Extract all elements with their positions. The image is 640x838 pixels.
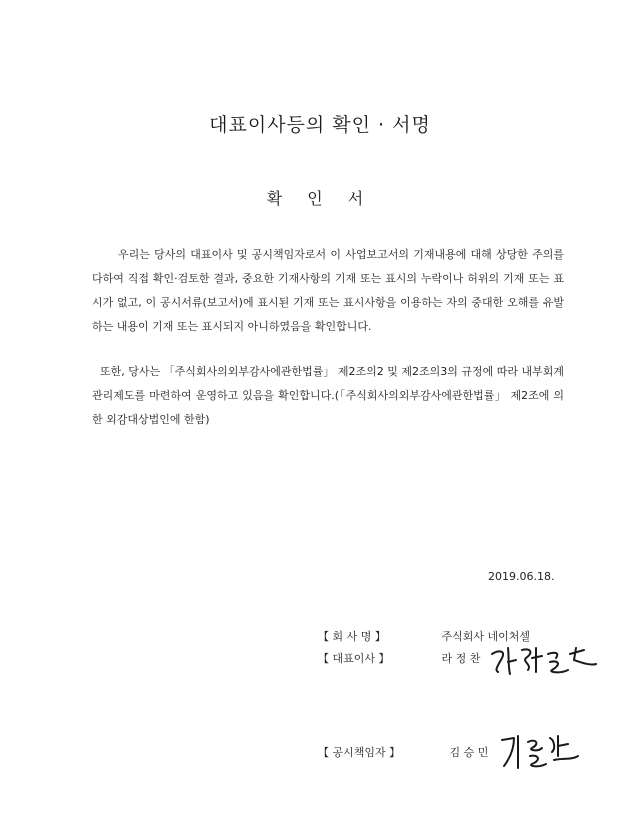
ceo-label: 【 대표이사 】 <box>318 652 390 665</box>
officer-label: 【 공시책임자 】 <box>318 746 401 759</box>
confirmation-paragraph: 우리는 당사의 대표이사 및 공시책임자로서 이 사업보고서의 기재내용에 대해 상당한 주의를 다하여 직접 확인·검토한 결과, 중요한 기재사항의 기재 또는 표시의 누락이나 허위의 기재 또는 표시가 없고, 이 공시서류(보고서)에 표시된 기재 또는 표시사항을 이용하는 자의 중대한 오해를 유발하는 내용이 기재 또는 표시되지 아니하였음을 확인합니다. <box>92 248 564 333</box>
company-name: 주식회사 네이처셀 <box>441 630 531 643</box>
internal-control-paragraph: 또한, 당사는 「주식회사의외부감사에관한법률」 제2조의2 및 제2조의3의 규정에 따라 내부회계관리제도를 마련하여 운영하고 있음을 확인합니다.(「주식회사의외부감사에관한법률」 제2조에 의한 외감대상법인에 한함) <box>92 365 564 426</box>
document-subtitle: 확 인 서 <box>266 189 374 208</box>
ceo-row <box>318 650 480 666</box>
ceo-name: 라 정 찬 <box>441 652 481 665</box>
document-title: 대표이사등의 확인 · 서명 <box>209 114 431 136</box>
officer-name: 김 승 민 <box>449 746 489 759</box>
document-date: 2019.06.18. <box>488 570 555 583</box>
company-label: 【 회 사 명 】 <box>318 630 386 643</box>
officer-signature <box>498 730 584 770</box>
disclosure-officer-row <box>318 744 488 760</box>
ceo-signature <box>488 640 600 680</box>
